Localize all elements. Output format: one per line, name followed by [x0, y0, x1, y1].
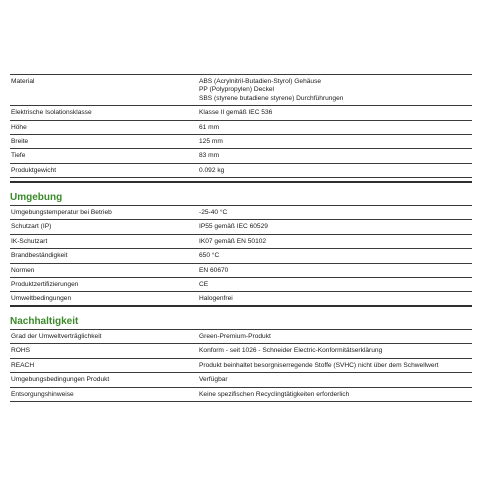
spec-label: Material	[10, 75, 198, 106]
spec-value-cell	[198, 220, 472, 234]
spec-value-cell	[198, 106, 472, 120]
spec-value-cell	[198, 387, 472, 401]
spec-label: REACH	[10, 358, 198, 372]
spec-value-cell	[198, 358, 472, 372]
spec-value: Konform - seit 1026 - Schneider Electric-Konformitätserklärung	[199, 347, 383, 355]
spec-label: Brandbeständigkeit	[10, 249, 198, 263]
spec-label: Normen	[10, 263, 198, 277]
spec-value: Halogenfrei	[199, 295, 233, 303]
section-title-umgebung: Umgebung	[10, 192, 63, 203]
spec-value: PP (Polypropylen) Deckel	[199, 86, 275, 94]
spec-label: Elektrische Isolationsklasse	[10, 106, 198, 120]
spec-label: Umweltbedingungen	[10, 292, 198, 306]
spec-value: 61 mm	[199, 123, 220, 131]
umgebung-spec-table	[10, 205, 472, 307]
section-title-nachhaltigkeit: Nachhaltigkeit	[10, 316, 79, 327]
spec-label: Breite	[10, 135, 198, 149]
spec-row	[10, 135, 472, 149]
spec-value: EN 60670	[199, 266, 229, 274]
spec-row	[10, 106, 472, 120]
spec-row	[10, 249, 472, 263]
spec-label: Produktgewicht	[10, 163, 198, 177]
spec-label: Schutzart (IP)	[10, 220, 198, 234]
general-spec-table	[10, 74, 472, 178]
spec-label: Umgebungsbedingungen Produkt	[10, 373, 198, 387]
spec-label: Höhe	[10, 120, 198, 134]
spec-value: IP55 gemäß IEC 60529	[199, 223, 268, 231]
spec-row	[10, 206, 472, 220]
spec-row	[10, 387, 472, 401]
spec-value-cell	[198, 75, 472, 106]
spec-value-cell	[198, 249, 472, 263]
section-divider	[10, 181, 472, 183]
spec-value-cell	[198, 163, 472, 177]
spec-value: Green-Premium-Produkt	[199, 333, 271, 340]
spec-value: 0.092 kg	[199, 166, 225, 174]
spec-row	[10, 358, 472, 372]
spec-label: Entsorgungshinweise	[10, 387, 198, 401]
spec-row	[10, 149, 472, 163]
spec-value-cell	[198, 206, 472, 220]
spec-row	[10, 278, 472, 292]
spec-row	[10, 163, 472, 177]
spec-value: 125 mm	[199, 138, 223, 146]
spec-row	[10, 344, 472, 358]
spec-value-cell	[198, 344, 472, 358]
spec-value: IK07 gemäß EN 50102	[199, 237, 267, 245]
spec-value: 83 mm	[199, 152, 220, 160]
spec-value: CE	[199, 281, 209, 289]
spec-value-cell	[198, 278, 472, 292]
spec-value-cell	[198, 234, 472, 248]
spec-row	[10, 373, 472, 387]
nachhaltigkeit-spec-table	[10, 329, 472, 402]
spec-value: 650 °C	[199, 252, 220, 260]
spec-value: ABS (Acrylnitril-Butadien-Styrol) Gehäuse	[199, 78, 322, 85]
spec-row	[10, 234, 472, 248]
spec-value-cell	[198, 149, 472, 163]
spec-value: Verfügbar	[199, 376, 228, 384]
spec-row	[10, 120, 472, 134]
spec-value: SBS (styrene butadiene styrene) Durchführungen	[199, 94, 344, 102]
spec-value: Produkt beinhaltet besorgniserregende Stoffe (SVHC) nicht über dem Schwellwert	[199, 361, 439, 369]
spec-value-cell	[198, 120, 472, 134]
spec-value: Keine spezifischen Recyclingtätigkeiten erforderlich	[199, 390, 350, 398]
spec-label: IK-Schutzart	[10, 234, 198, 248]
spec-label: Grad der Umweltverträglichkeit	[10, 330, 198, 344]
spec-row	[10, 330, 472, 344]
spec-row	[10, 75, 472, 106]
spec-value-cell	[198, 135, 472, 149]
spec-value-cell	[198, 263, 472, 277]
spec-value-cell	[198, 373, 472, 387]
section-divider	[10, 305, 472, 307]
spec-value-cell	[198, 330, 472, 344]
spec-value: Klasse II gemäß IEC 536	[199, 109, 273, 117]
spec-row	[10, 220, 472, 234]
spec-label: Produktzertifizierungen	[10, 278, 198, 292]
spec-row	[10, 263, 472, 277]
spec-label: Umgebungstemperatur bei Betrieb	[10, 206, 198, 220]
spec-label: Tiefe	[10, 149, 198, 163]
spec-value: -25-40 °C	[199, 209, 228, 216]
spec-label: ROHS	[10, 344, 198, 358]
